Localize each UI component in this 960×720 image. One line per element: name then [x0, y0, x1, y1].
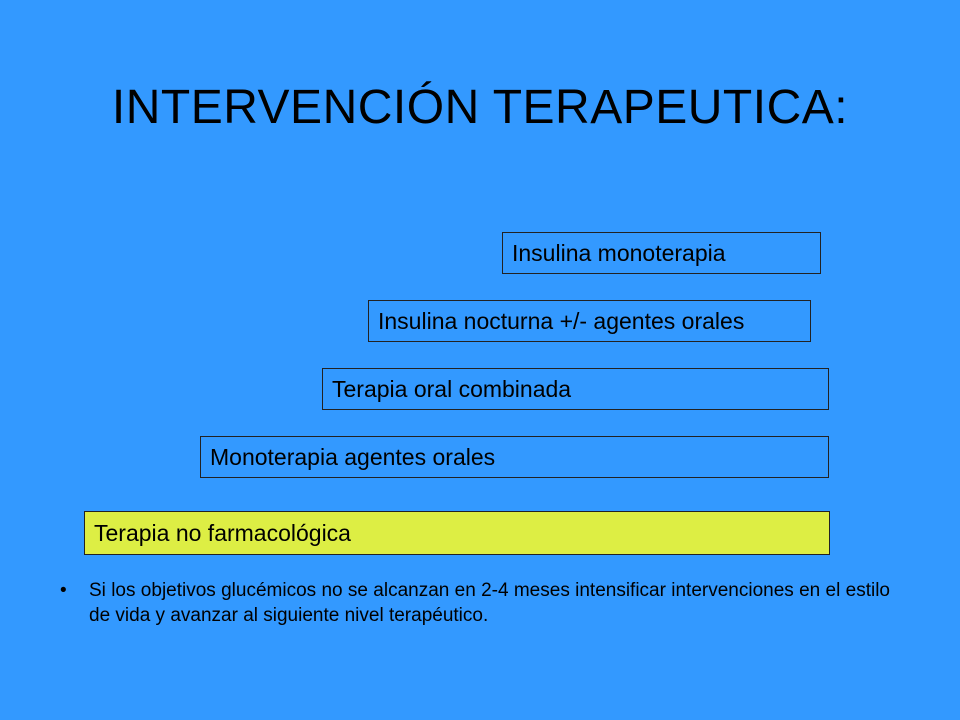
step-insulin-monotherapy: Insulina monoterapia: [502, 232, 821, 274]
step-night-insulin-oral-agents: Insulina nocturna +/- agentes orales: [368, 300, 811, 342]
step-combined-oral-therapy: Terapia oral combinada: [322, 368, 829, 410]
bullet-marker: •: [60, 580, 67, 601]
step-non-pharmacological-therapy: Terapia no farmacológica: [84, 511, 830, 555]
footnote: [60, 578, 890, 628]
footnote-text: Si los objetivos glucémicos no se alcanzan en 2-4 meses intensificar intervenciones en el estilo de vida y avanzar al siguiente nivel terapéutico.: [89, 580, 890, 626]
step-oral-agent-monotherapy: Monoterapia agentes orales: [200, 436, 829, 478]
page-title: INTERVENCIÓN TERAPEUTICA:: [111, 81, 849, 134]
